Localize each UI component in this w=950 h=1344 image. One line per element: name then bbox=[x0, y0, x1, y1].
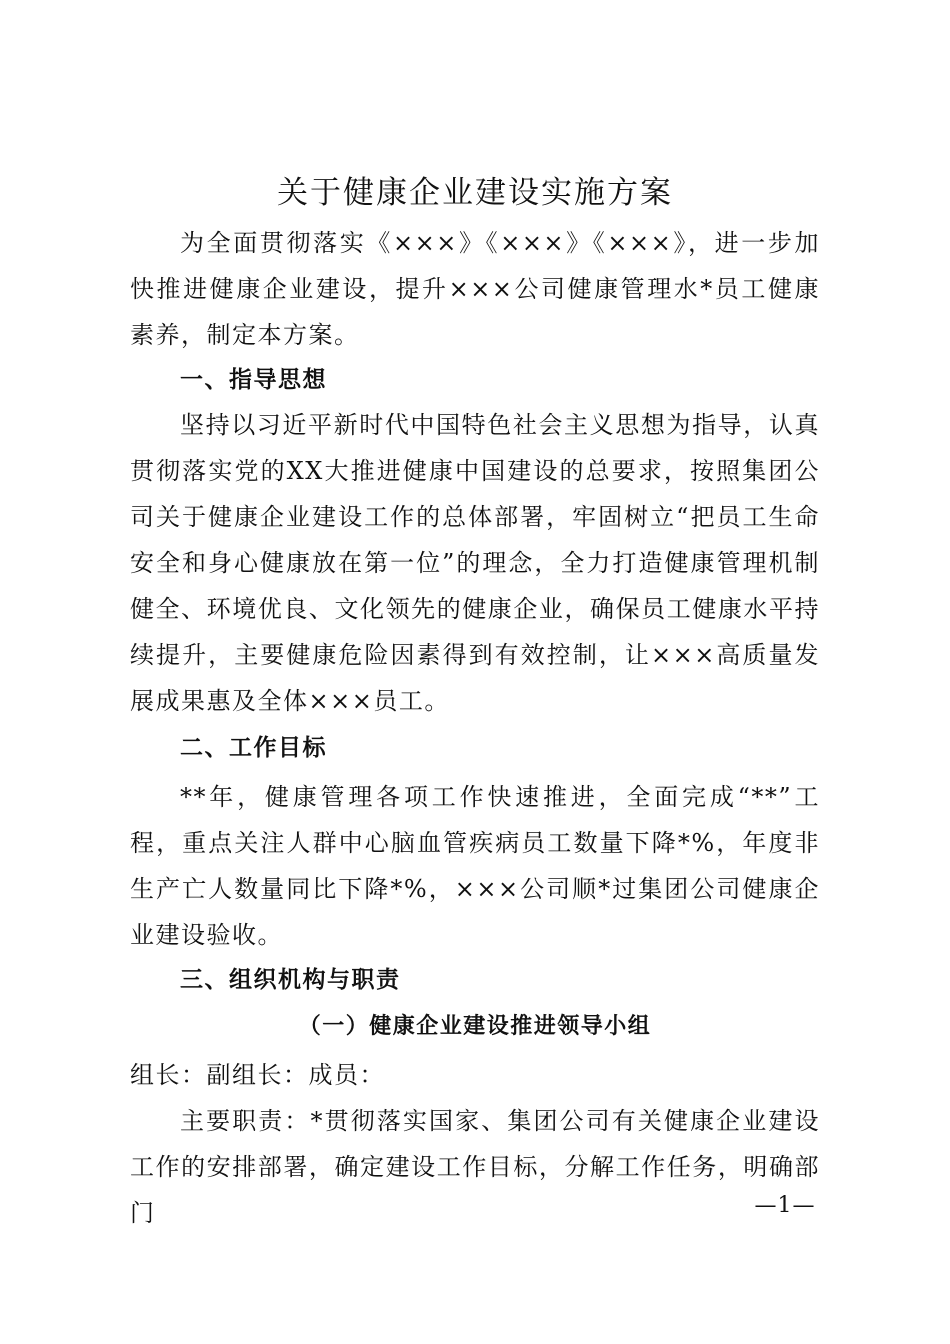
subsection-heading-leading-group: （一）健康企业建设推进领导小组 bbox=[298, 1013, 652, 1039]
document-title: 关于健康企业建设实施方案 bbox=[277, 175, 673, 211]
intro-paragraph: 为全面贯彻落实《×××》《×××》《×××》，进一步加快推进健康企业建设，提升×××公司健康管理水*员工健康素养，制定本方案。 bbox=[130, 229, 820, 349]
section-heading-guiding-ideology: 一、指导思想 bbox=[180, 367, 327, 393]
guiding-ideology-paragraph: 坚持以习近平新时代中国特色社会主义思想为指导，认真贯彻落实党的XX大推进健康中国建设的总要求，按照集团公司关于健康企业建设工作的总体部署，牢固树立“把员工生命安全和身心健康放在第一位”的理念，全力打造健康管理机制健全、环境优良、文化领先的健康企业，确保员工健康水平持续提升，主要健康危险因素得到有效控制，让×××高质量发展成果惠及全体×××员工。 bbox=[130, 411, 820, 715]
main-duties-paragraph: 主要职责：*贯彻落实国家、集团公司有关健康企业建设工作的安排部署，确定建设工作目标，分解工作任务，明确部门 bbox=[130, 1107, 820, 1227]
page-number: —1— bbox=[754, 1193, 816, 1218]
section-heading-organization: 三、组织机构与职责 bbox=[180, 967, 401, 993]
section-heading-work-goals: 二、工作目标 bbox=[180, 735, 327, 761]
work-goals-paragraph: **年，健康管理各项工作快速推进，全面完成“**”工程，重点关注人群中心脑血管疾病员工数量下降*%，年度非生产亡人数量同比下降*%，×××公司顺*过集团公司健康企业建设验收。 bbox=[130, 783, 820, 949]
group-members-line: 组长：副组长：成员： bbox=[130, 1061, 385, 1089]
